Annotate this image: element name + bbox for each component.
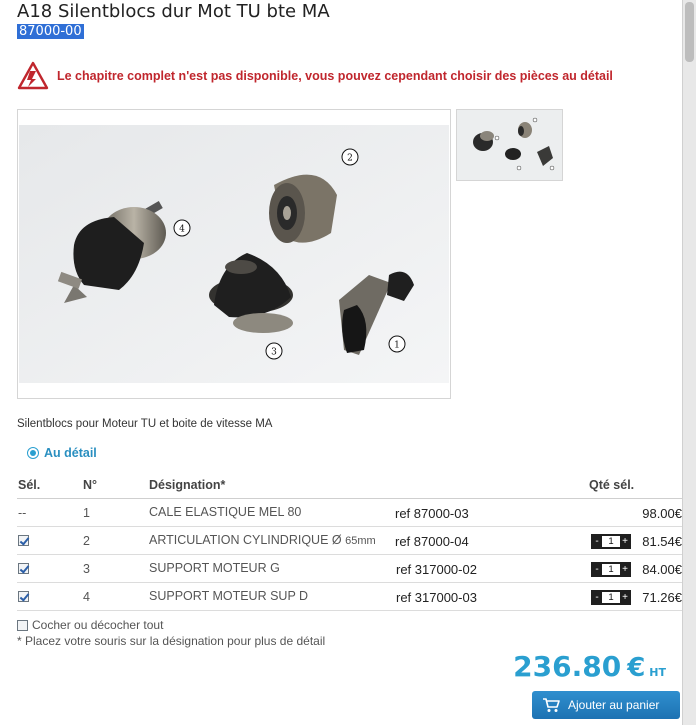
increment-button[interactable]: + — [622, 564, 628, 575]
row-ref: ref 87000-03 — [395, 506, 469, 521]
add-to-cart-label: Ajouter au panier — [568, 698, 660, 712]
product-photo — [19, 125, 449, 383]
table-row — [17, 499, 688, 527]
quantity-stepper[interactable] — [591, 562, 631, 577]
row-price: 81.54€ — [642, 534, 682, 549]
callout-1: 1 — [394, 340, 400, 351]
quantity-value[interactable]: 1 — [602, 564, 620, 575]
mode-selector[interactable] — [27, 446, 97, 460]
row-designation-extra: 65mm — [345, 535, 376, 547]
warning-banner — [17, 60, 613, 92]
row-number: 2 — [83, 534, 90, 548]
row-price: 71.26€ — [642, 590, 682, 605]
header-num: N° — [83, 478, 98, 492]
mode-label: Au détail — [44, 446, 97, 460]
total-price — [513, 650, 666, 683]
table-row — [17, 527, 688, 555]
total-tax-label: HT — [649, 666, 666, 679]
callout-4: 4 — [179, 224, 185, 235]
row-number: 1 — [83, 506, 90, 520]
product-caption: Silentblocs pour Moteur TU et boite de vitesse MA — [17, 418, 273, 430]
total-currency: € — [627, 653, 646, 683]
callout-2: 2 — [347, 153, 353, 164]
row-number: 3 — [83, 562, 90, 576]
row-designation[interactable]: SUPPORT MOTEUR SUP D — [149, 589, 309, 603]
header-sel: Sél. — [18, 478, 41, 492]
row-ref: ref 87000-04 — [395, 534, 469, 549]
quantity-value[interactable]: 1 — [602, 536, 620, 547]
hint-text: * Placez votre souris sur la désignation pour plus de détail — [17, 634, 326, 648]
decrement-button[interactable]: - — [595, 592, 599, 603]
increment-button[interactable]: + — [622, 592, 628, 603]
row-number: 4 — [83, 590, 90, 604]
toggle-all-checkbox[interactable] — [17, 620, 28, 631]
increment-button[interactable]: + — [622, 536, 628, 547]
total-amount: 236.80 — [513, 650, 622, 683]
quantity-stepper[interactable] — [591, 534, 631, 549]
thumbnail-photo — [457, 110, 562, 180]
row-designation[interactable]: SUPPORT MOTEUR G — [149, 561, 280, 575]
quantity-stepper[interactable] — [591, 590, 631, 605]
decrement-button[interactable]: - — [595, 564, 599, 575]
row-checkbox[interactable] — [18, 535, 29, 549]
product-code[interactable]: 87000-00 — [19, 24, 82, 39]
part-2-shape — [269, 175, 337, 243]
row-ref: ref 317000-03 — [396, 590, 477, 605]
toggle-all[interactable] — [17, 618, 163, 632]
row-ref: ref 317000-02 — [396, 562, 477, 577]
product-thumbnail[interactable] — [456, 109, 563, 181]
parts-table — [17, 474, 688, 611]
toggle-all-label: Cocher ou décocher tout — [32, 618, 164, 632]
table-header — [17, 474, 688, 499]
cart-icon — [542, 697, 560, 713]
row-checkbox[interactable] — [18, 591, 29, 605]
table-row — [17, 583, 688, 611]
row-checkbox[interactable] — [18, 563, 29, 577]
quantity-value[interactable]: 1 — [602, 592, 620, 603]
warning-icon — [17, 60, 49, 92]
table-row — [17, 555, 688, 583]
header-qty: Qté sél. — [589, 478, 635, 492]
radio-detail[interactable] — [27, 447, 39, 459]
row-designation[interactable]: CALE ELASTIQUE MEL 80 — [149, 505, 302, 519]
product-title: A18 Silentblocs dur Mot TU bte MA — [17, 1, 330, 22]
row-price: 98.00€ — [642, 506, 682, 521]
row-sel-text: -- — [18, 506, 27, 520]
callout-3: 3 — [271, 347, 277, 358]
warning-text: Le chapitre complet n'est pas disponible, vous pouvez cependant choisir des pièces au détail — [57, 69, 613, 83]
page-scrollbar[interactable] — [682, 0, 696, 725]
decrement-button[interactable]: - — [595, 536, 599, 547]
product-main-image[interactable] — [17, 109, 451, 399]
header-designation: Désignation* — [149, 478, 226, 492]
scrollbar-thumb[interactable] — [685, 2, 694, 62]
row-price: 84.00€ — [642, 562, 682, 577]
row-designation[interactable] — [149, 533, 376, 547]
row-designation-text: ARTICULATION CYLINDRIQUE Ø — [149, 533, 342, 547]
add-to-cart-button[interactable] — [532, 691, 680, 719]
